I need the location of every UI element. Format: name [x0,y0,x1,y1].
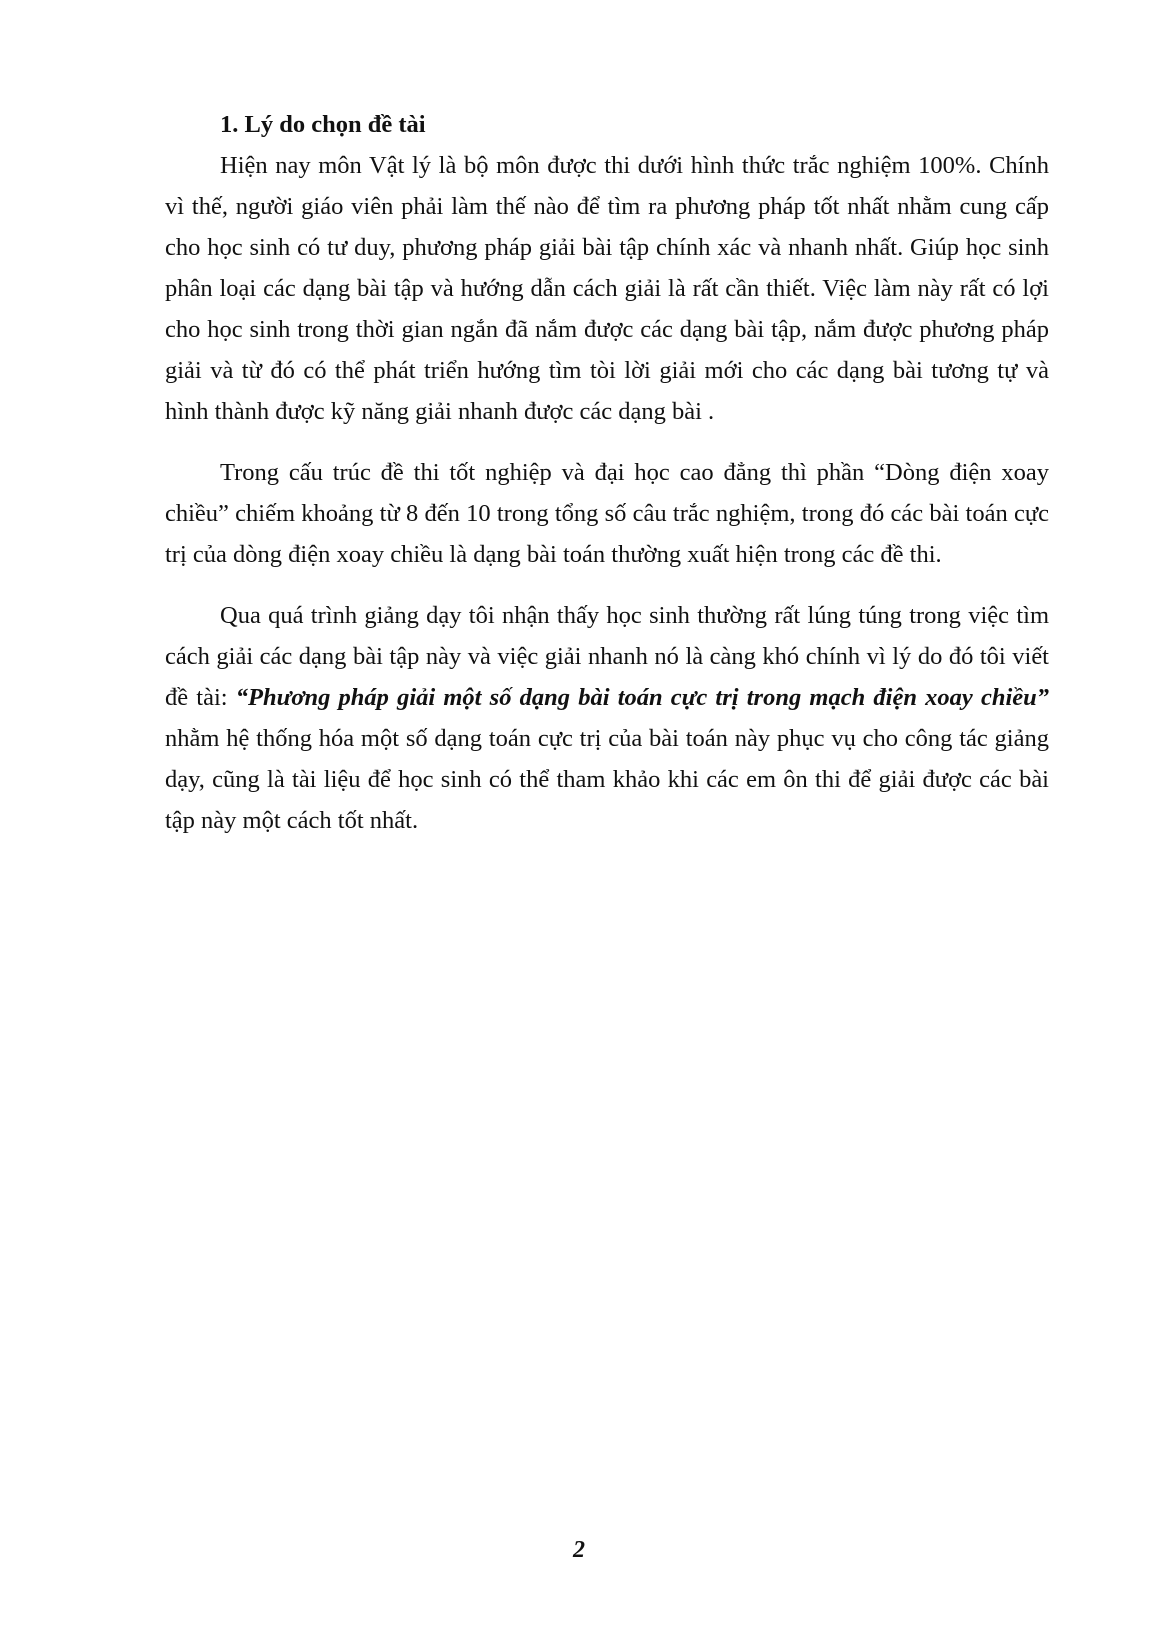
paragraph-3-text-before: Qua quá trình giảng dạy tôi nhận thấy học sinh thường rất lúng túng trong việc tìm cách giải các dạng bài tập này và việc giải nhanh nó là càng khó chính vì lý do đó tôi viết đề tài: [165,602,1049,711]
page-content [165,104,1049,861]
paragraph-reason-1: Hiện nay môn Vật lý là bộ môn được thi dưới hình thức trắc nghiệm 100%. Chính vì thế, người giáo viên phải làm thế nào để tìm ra phương pháp tốt nhất nhằm cung cấp cho học sinh có tư duy, phương pháp giải bài tập chính xác và nhanh nhất. Giúp học sinh phân loại các dạng bài tập và hướng dẫn cách giải là rất cần thiết. Việc làm này rất có lợi cho học sinh trong thời gian ngắn đã nắm được các dạng bài tập, nắm được phương pháp giải và từ đó có thể phát triển hướng tìm tòi lời giải mới cho các dạng bài tương tự và hình thành được kỹ năng giải nhanh được các dạng bài . [165,152,1049,425]
paragraph-3-text-after: nhằm hệ thống hóa một số dạng toán cực trị của bài toán này phục vụ cho công tác giảng dạy, cũng là tài liệu để học sinh có thể tham khảo khi các em ôn thi để giải được các bài tập này một cách tốt nhất. [165,725,1049,834]
section-heading: 1. Lý do chọn đề tài [220,111,426,138]
paragraph-reason-3 [165,595,1049,841]
page-number: 2 [573,1537,585,1563]
topic-title-emphasis: “Phương pháp giải một số dạng bài toán cực trị trong mạch điện xoay chiều” [235,684,1049,711]
paragraph-reason-2: Trong cấu trúc đề thi tốt nghiệp và đại học cao đẳng thì phần “Dòng điện xoay chiều” chiếm khoảng từ 8 đến 10 trong tổng số câu trắc nghiệm, trong đó các bài toán cực trị của dòng điện xoay chiều là dạng bài toán thường xuất hiện trong các đề thi. [165,459,1049,568]
